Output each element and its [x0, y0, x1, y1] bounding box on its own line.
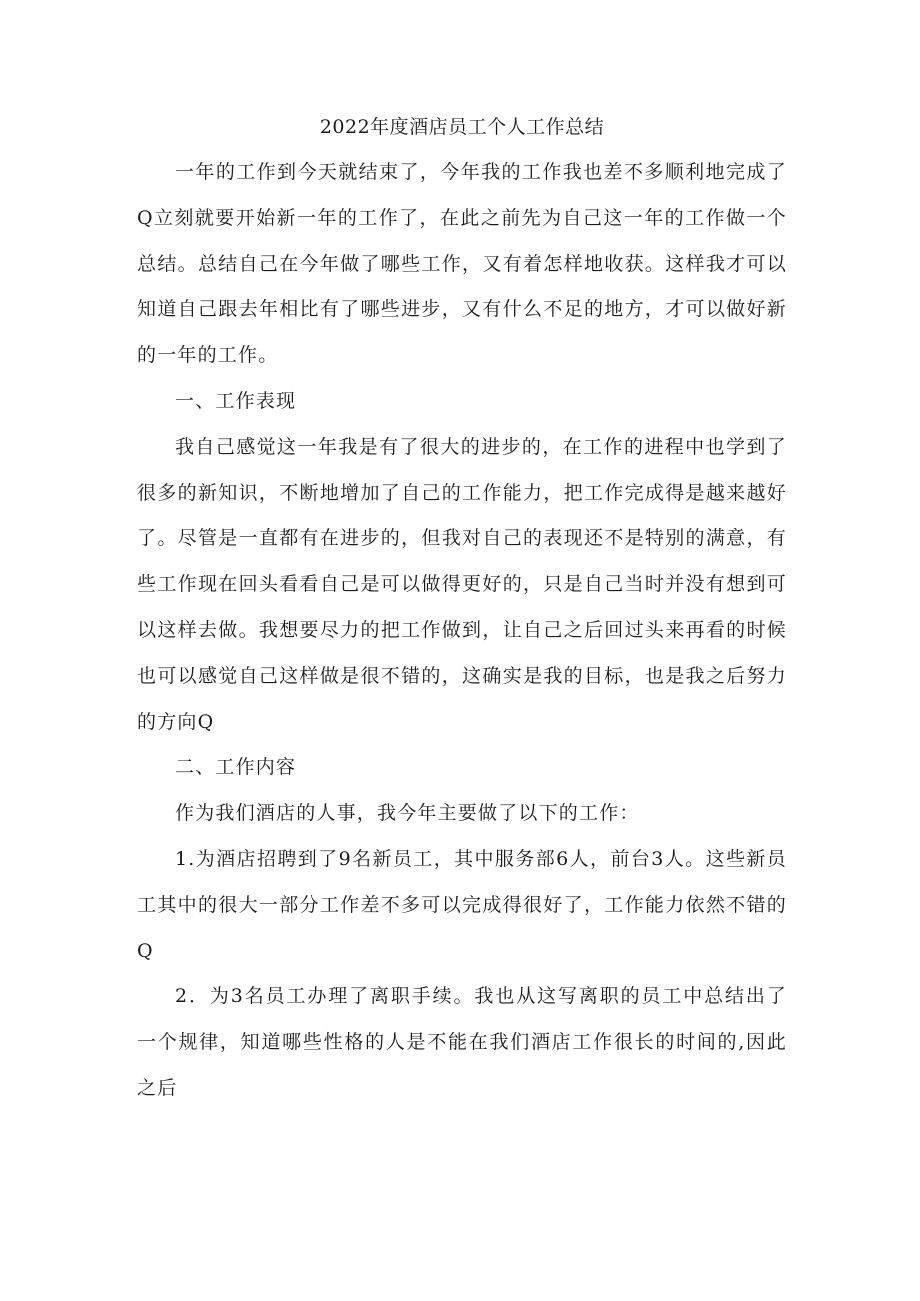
- document-title: 2022年度酒店员工个人工作总结: [319, 116, 605, 138]
- section-heading-work-content: 二、工作内容: [175, 756, 297, 779]
- work-performance-paragraph: 我自己感觉这一年我是有了很大的进步的，在工作的进程中也学到了很多的新知识，不断地增加了自己的工作能力，把工作完成得是越来越好了。尽管是一直都有在进步的，但我对自己的表现还不是特别的满意，有些工作现在回头看看自己是可以做得更好的，只是自己当时并没有想到可以这样去做。我想要尽力的把工作做到，让自己之后回过头来再看的时候也可以感觉自己这样做是很不错的，这确实是我的目标，也是我之后努力的方向Q: [137, 435, 787, 733]
- intro-paragraph: 一年的工作到今天就结束了，今年我的工作我也差不多顺利地完成了Q立刻就要开始新一年的工作了，在此之前先为自己这一年的工作做一个总结。总结自己在今年做了哪些工作，又有着怎样地收获。这样我才可以知道自己跟去年相比有了哪些进步，又有什么不足的地方，才可以做好新的一年的工作。: [137, 161, 787, 367]
- document-body: [137, 112, 787, 1112]
- section-heading-work-performance: 一、工作表现: [175, 389, 297, 412]
- list-item-resignation: 2．为3名员工办理了离职手续。我也从这写离职的员工中总结出了一个规律，知道哪些性格的人是不能在我们酒店工作很长的时间的,因此之后: [137, 985, 787, 1099]
- list-item-recruitment: 1.为酒店招聘到了9名新员工，其中服务部6人，前台3人。这些新员工其中的很大一部分工作差不多可以完成得很好了，工作能力依然不错的Q: [137, 847, 787, 962]
- work-content-intro: 作为我们酒店的人事，我今年主要做了以下的工作：: [175, 802, 640, 825]
